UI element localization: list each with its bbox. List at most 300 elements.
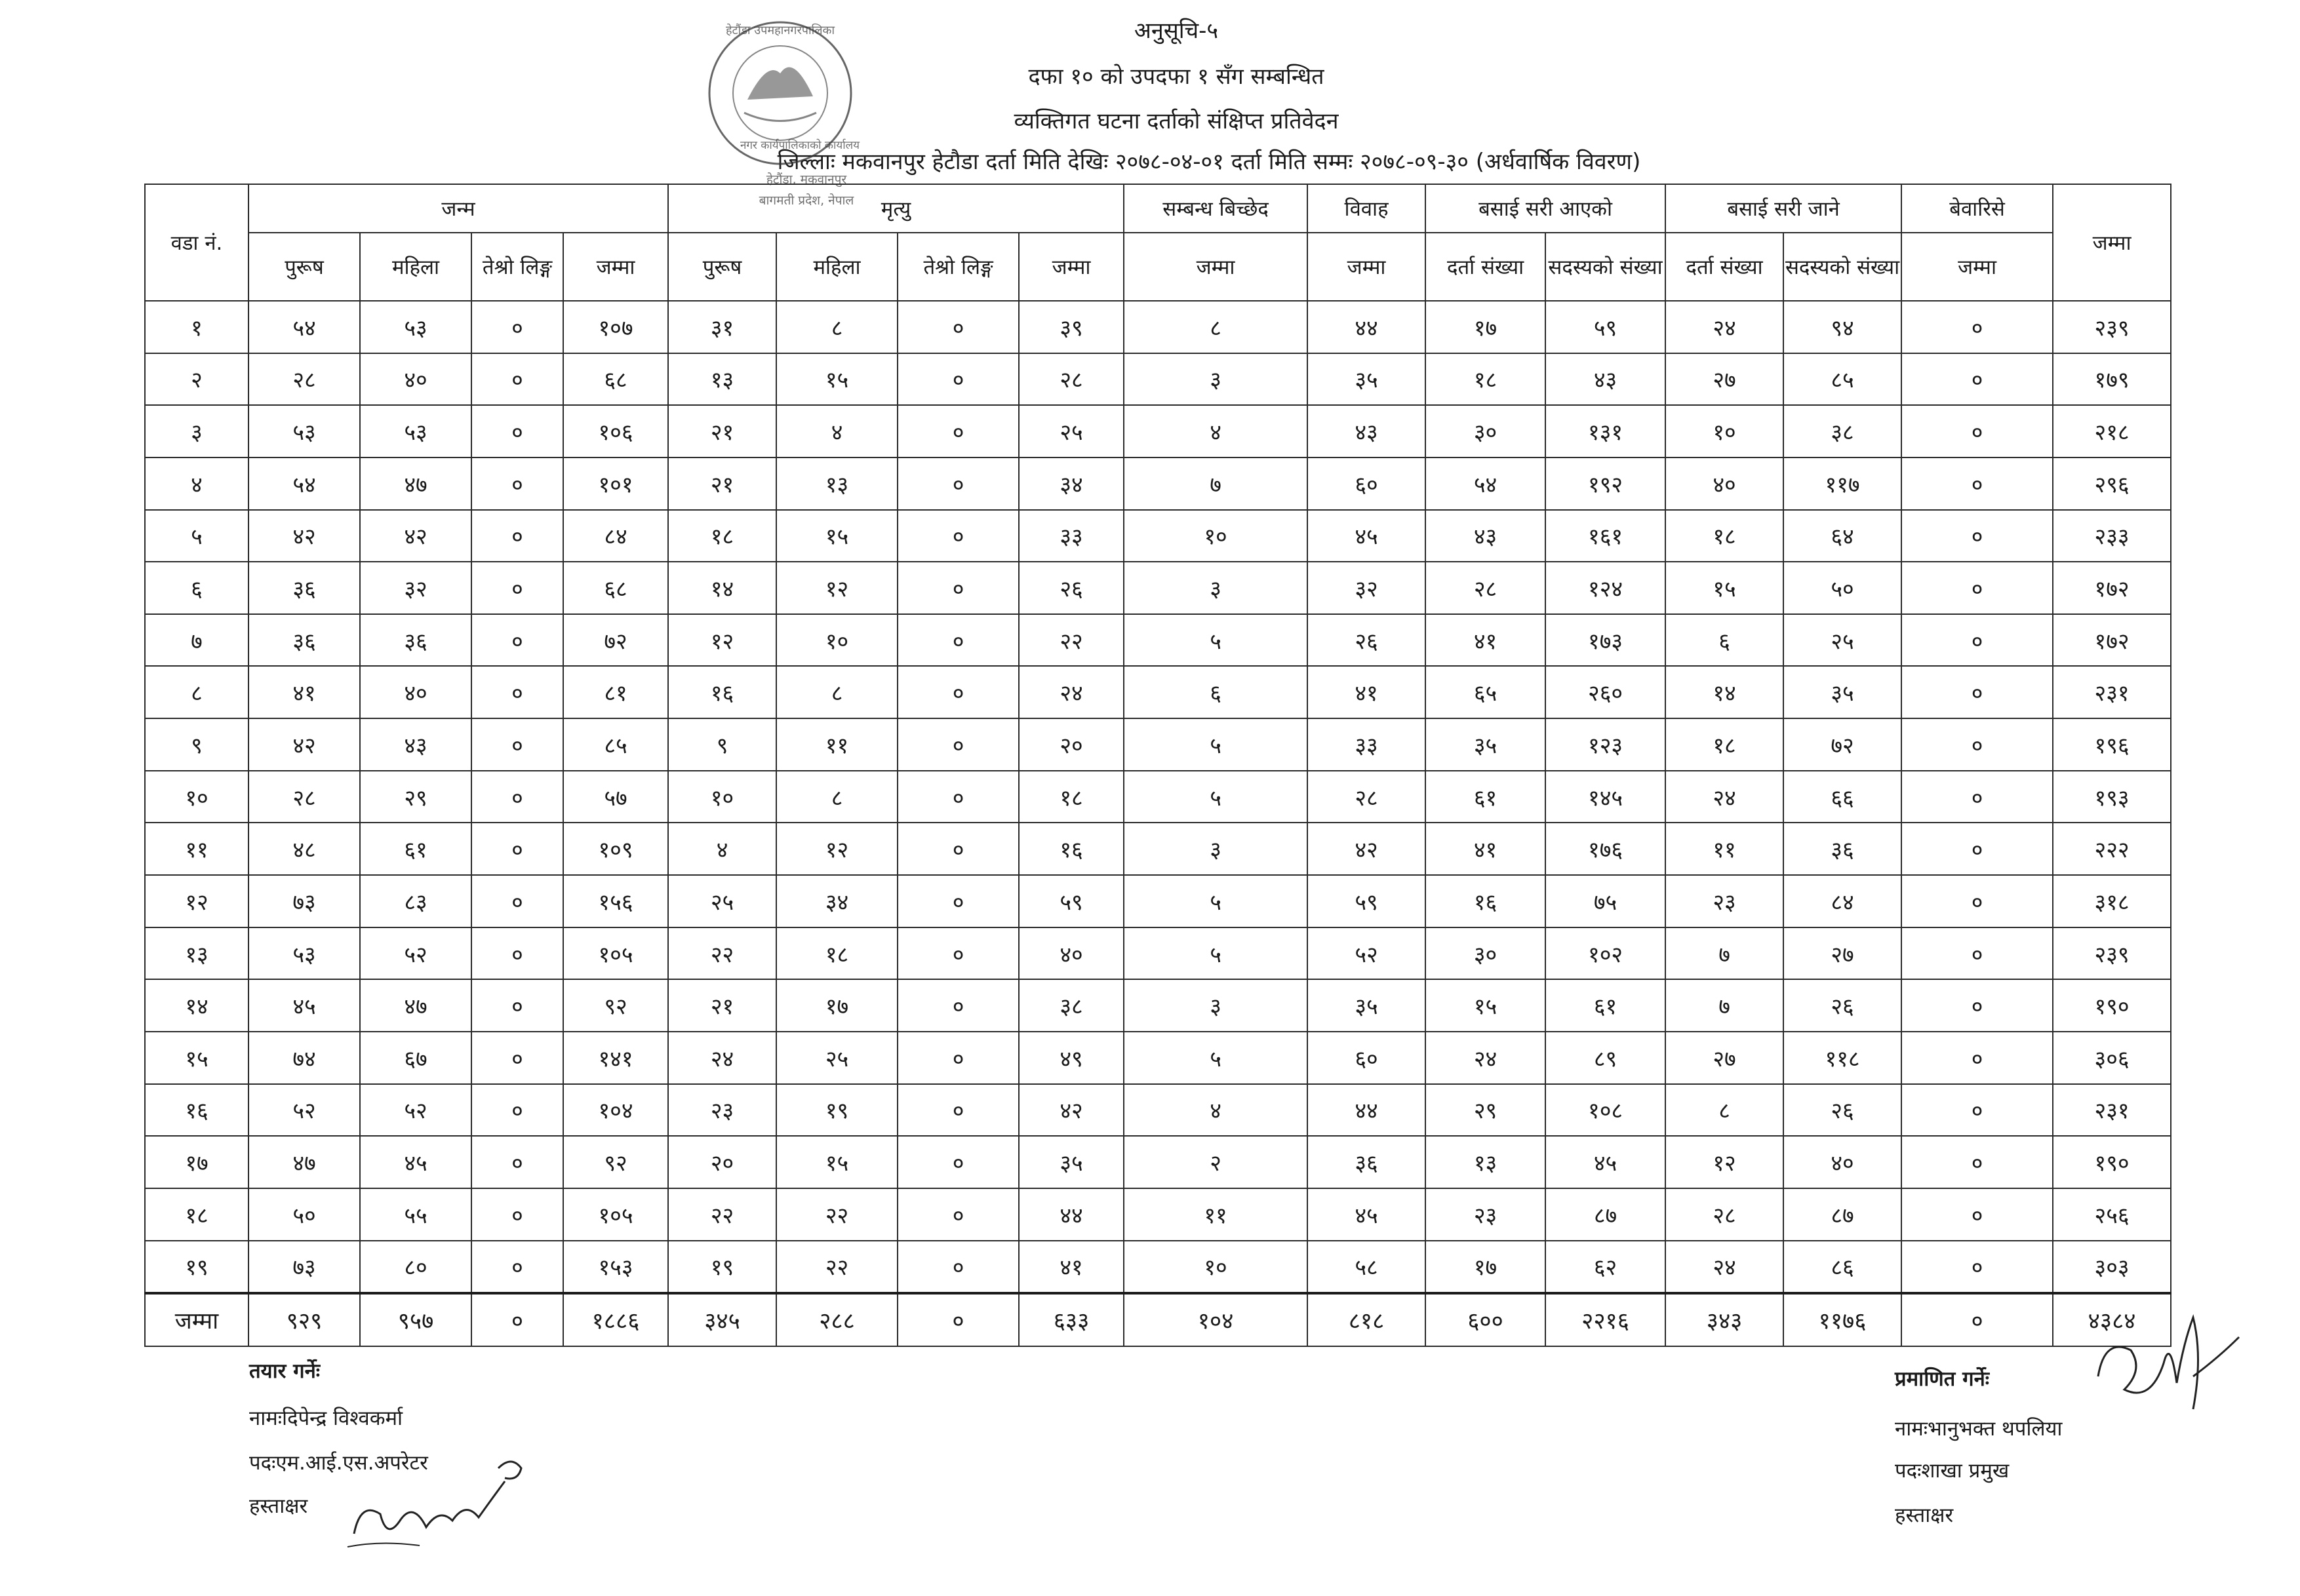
cell-death-female: ४	[776, 405, 898, 457]
cell-out-member-count: २५	[1783, 614, 1901, 667]
cell-birth-female: ६१	[360, 823, 471, 875]
subheader-birth-female: महिला	[360, 233, 471, 301]
cell-unclaimed-total: ०	[1901, 457, 2053, 510]
seal-bottom-text: हेटौंडा, मकवानपुर	[766, 172, 847, 187]
cell-in-member-count: १२३	[1545, 718, 1665, 771]
table-row	[145, 405, 2171, 457]
cell-unclaimed-total: ०	[1901, 301, 2053, 353]
total-out-member-count: ११७६	[1783, 1293, 1901, 1346]
cell-ward: १०	[145, 771, 248, 823]
cell-birth-male: ५४	[248, 301, 360, 353]
table-row	[145, 457, 2171, 510]
cell-death-total: ३३	[1019, 510, 1124, 562]
report-meta-line: जिल्लाः मकवानपुर हेटौडा दर्ता मिति देखिः २०७८-०४-०१ दर्ता मिति सम्मः २०७८-०९-३० (अर्धवार्षिक विवरण)	[777, 149, 1641, 175]
cell-in-member-count: १०८	[1545, 1084, 1665, 1137]
seal-outer-text: हेटौंडा उपमहानगरपालिका	[725, 24, 835, 37]
table-row	[145, 1136, 2171, 1188]
cell-birth-male: ४५	[248, 979, 360, 1032]
total-birth-male: ९२९	[248, 1293, 360, 1346]
cell-death-total: ४२	[1019, 1084, 1124, 1137]
cell-divorce-total: ४	[1124, 405, 1307, 457]
cell-unclaimed-total: ०	[1901, 1241, 2053, 1294]
cell-unclaimed-total: ०	[1901, 1084, 2053, 1137]
cell-death-third: ०	[898, 823, 1019, 875]
cell-death-third: ०	[898, 353, 1019, 406]
cell-death-total: ४१	[1019, 1241, 1124, 1294]
cell-birth-total: ५७	[563, 771, 668, 823]
cell-out-reg-count: २३	[1665, 875, 1783, 927]
cell-birth-third: ०	[471, 457, 563, 510]
cell-out-reg-count: १५	[1665, 562, 1783, 614]
subheader-in-member-count: सदस्यको संख्या	[1545, 233, 1665, 301]
subheader-death-male: पुरूष	[668, 233, 776, 301]
cell-grand-total: २३९	[2053, 927, 2171, 980]
certified-by-label: प्रमाणित गर्नेः	[1895, 1367, 1990, 1391]
subheader-marriage-total: जम्मा	[1307, 233, 1425, 301]
cell-marriage-total: ४२	[1307, 823, 1425, 875]
total-death-third: ०	[898, 1293, 1019, 1346]
cell-birth-female: ४७	[360, 457, 471, 510]
cell-in-reg-count: ४१	[1425, 614, 1545, 667]
certifier-post: पदःशाखा प्रमुख	[1895, 1459, 2010, 1483]
cell-death-total: २०	[1019, 718, 1124, 771]
cell-grand-total: १७९	[2053, 353, 2171, 406]
cell-death-female: ३४	[776, 875, 898, 927]
cell-out-reg-count: १४	[1665, 666, 1783, 718]
cell-birth-total: ८४	[563, 510, 668, 562]
cell-birth-third: ०	[471, 1241, 563, 1294]
cell-birth-third: ०	[471, 1032, 563, 1084]
cell-divorce-total: ३	[1124, 562, 1307, 614]
cell-ward: १२	[145, 875, 248, 927]
preparer-post: पदःएम.आई.एस.अपरेटर	[249, 1451, 428, 1475]
cell-in-member-count: ४५	[1545, 1136, 1665, 1188]
cell-out-member-count: ६६	[1783, 771, 1901, 823]
cell-divorce-total: ११	[1124, 1188, 1307, 1241]
cell-death-total: १६	[1019, 823, 1124, 875]
subheader-in-reg-count: दर्ता संख्या	[1425, 233, 1545, 301]
cell-birth-male: ७३	[248, 875, 360, 927]
cell-birth-female: २९	[360, 771, 471, 823]
cell-birth-third: ०	[471, 301, 563, 353]
cell-ward: ८	[145, 666, 248, 718]
cell-divorce-total: ५	[1124, 718, 1307, 771]
table-row	[145, 301, 2171, 353]
cell-ward: ६	[145, 562, 248, 614]
cell-ward: २	[145, 353, 248, 406]
table-row	[145, 979, 2171, 1032]
cell-in-reg-count: १७	[1425, 301, 1545, 353]
cell-birth-total: १०४	[563, 1084, 668, 1137]
cell-out-member-count: ८४	[1783, 875, 1901, 927]
cell-birth-male: ५२	[248, 1084, 360, 1137]
table-row	[145, 875, 2171, 927]
table-row	[145, 666, 2171, 718]
cell-birth-male: ७३	[248, 1241, 360, 1294]
cell-out-member-count: ८६	[1783, 1241, 1901, 1294]
cell-out-member-count: २७	[1783, 927, 1901, 980]
table-row	[145, 510, 2171, 562]
cell-in-reg-count: २३	[1425, 1188, 1545, 1241]
cell-marriage-total: ४५	[1307, 510, 1425, 562]
cell-out-member-count: ३६	[1783, 823, 1901, 875]
cell-birth-female: ६७	[360, 1032, 471, 1084]
cell-birth-male: २८	[248, 771, 360, 823]
cell-in-member-count: ८९	[1545, 1032, 1665, 1084]
cell-death-female: १३	[776, 457, 898, 510]
cell-unclaimed-total: ०	[1901, 927, 2053, 980]
cell-marriage-total: ३५	[1307, 979, 1425, 1032]
subheader-out-reg-count: दर्ता संख्या	[1665, 233, 1783, 301]
cell-ward: ७	[145, 614, 248, 667]
subheader-divorce-total: जम्मा	[1124, 233, 1307, 301]
total-grand-total: ४३८४	[2053, 1293, 2171, 1346]
cell-unclaimed-total: ०	[1901, 614, 2053, 667]
cell-birth-female: ४७	[360, 979, 471, 1032]
cell-out-reg-count: ७	[1665, 927, 1783, 980]
official-seal	[682, 14, 911, 211]
cell-death-female: ८	[776, 771, 898, 823]
cell-ward: १८	[145, 1188, 248, 1241]
cell-divorce-total: १०	[1124, 510, 1307, 562]
cell-death-third: ०	[898, 301, 1019, 353]
cell-out-member-count: २६	[1783, 1084, 1901, 1137]
cell-in-reg-count: १८	[1425, 353, 1545, 406]
report-title: व्यक्तिगत घटना दर्ताको संक्षिप्त प्रतिवेदन	[1014, 108, 1339, 134]
cell-death-female: १२	[776, 823, 898, 875]
cell-birth-total: ९२	[563, 1136, 668, 1188]
cell-death-female: १८	[776, 927, 898, 980]
cell-death-third: ०	[898, 510, 1019, 562]
cell-out-member-count: ७२	[1783, 718, 1901, 771]
header-ward: वडा नं.	[145, 184, 248, 301]
cell-birth-male: ४२	[248, 510, 360, 562]
cell-in-member-count: १२४	[1545, 562, 1665, 614]
cell-out-member-count: ८७	[1783, 1188, 1901, 1241]
total-birth-third: ०	[471, 1293, 563, 1346]
cell-out-member-count: ३८	[1783, 405, 1901, 457]
cell-grand-total: १९०	[2053, 979, 2171, 1032]
cell-in-member-count: ५९	[1545, 301, 1665, 353]
cell-death-third: ०	[898, 771, 1019, 823]
cell-death-total: २२	[1019, 614, 1124, 667]
cell-birth-female: ८०	[360, 1241, 471, 1294]
total-birth-female: ९५७	[360, 1293, 471, 1346]
cell-in-member-count: १०२	[1545, 927, 1665, 980]
table-row	[145, 823, 2171, 875]
cell-death-male: १२	[668, 614, 776, 667]
cell-out-reg-count: २४	[1665, 771, 1783, 823]
cell-death-female: ८	[776, 301, 898, 353]
cell-marriage-total: ३२	[1307, 562, 1425, 614]
cell-out-reg-count: २४	[1665, 301, 1783, 353]
prepared-by-label: तयार गर्नेः	[249, 1359, 321, 1383]
cell-birth-male: ५३	[248, 927, 360, 980]
header-marriage: विवाह	[1307, 184, 1425, 233]
cell-marriage-total: २८	[1307, 771, 1425, 823]
subheader-birth-total: जम्मा	[563, 233, 668, 301]
table-body	[145, 301, 2171, 1346]
preparer-signature-label: हस्ताक्षर	[249, 1494, 308, 1518]
cell-death-third: ०	[898, 979, 1019, 1032]
table-row	[145, 718, 2171, 771]
cell-out-reg-count: १२	[1665, 1136, 1783, 1188]
cell-in-reg-count: ३०	[1425, 927, 1545, 980]
subheader-out-member-count: सदस्यको संख्या	[1783, 233, 1901, 301]
cell-in-member-count: २६०	[1545, 666, 1665, 718]
cell-divorce-total: ५	[1124, 875, 1307, 927]
cell-in-reg-count: ६१	[1425, 771, 1545, 823]
cell-divorce-total: ४	[1124, 1084, 1307, 1137]
cell-birth-total: १०५	[563, 1188, 668, 1241]
cell-marriage-total: ४४	[1307, 1084, 1425, 1137]
cell-birth-female: ४५	[360, 1136, 471, 1188]
cell-death-male: २४	[668, 1032, 776, 1084]
cell-death-male: २१	[668, 457, 776, 510]
cell-birth-male: ५३	[248, 405, 360, 457]
cell-death-male: २५	[668, 875, 776, 927]
cell-death-third: ०	[898, 457, 1019, 510]
cell-birth-third: ०	[471, 1188, 563, 1241]
cell-ward: ५	[145, 510, 248, 562]
subheader-death-total: जम्मा	[1019, 233, 1124, 301]
cell-in-reg-count: २४	[1425, 1032, 1545, 1084]
cell-ward: १९	[145, 1241, 248, 1294]
cell-grand-total: २५६	[2053, 1188, 2171, 1241]
cell-birth-female: ५२	[360, 927, 471, 980]
cell-death-third: ०	[898, 1241, 1019, 1294]
cell-death-total: १८	[1019, 771, 1124, 823]
cell-marriage-total: ५२	[1307, 927, 1425, 980]
header-death: मृत्यु	[668, 184, 1124, 233]
cell-birth-third: ०	[471, 666, 563, 718]
cell-death-male: २०	[668, 1136, 776, 1188]
cell-ward: ११	[145, 823, 248, 875]
cell-ward: १७	[145, 1136, 248, 1188]
cell-death-female: १२	[776, 562, 898, 614]
table-row	[145, 1241, 2171, 1294]
table-row	[145, 614, 2171, 667]
cell-death-female: १७	[776, 979, 898, 1032]
subheader-birth-third: तेश्रो लिङ्ग	[471, 233, 563, 301]
cell-grand-total: २३१	[2053, 666, 2171, 718]
cell-out-member-count: ९४	[1783, 301, 1901, 353]
cell-grand-total: १९६	[2053, 718, 2171, 771]
cell-death-female: १५	[776, 1136, 898, 1188]
cell-birth-total: १०९	[563, 823, 668, 875]
vital-events-table	[144, 184, 2171, 1347]
cell-death-total: २८	[1019, 353, 1124, 406]
cell-death-female: ११	[776, 718, 898, 771]
cell-out-member-count: ४०	[1783, 1136, 1901, 1188]
preparer-signature-icon	[341, 1442, 538, 1567]
cell-in-member-count: १४५	[1545, 771, 1665, 823]
cell-birth-third: ०	[471, 562, 563, 614]
total-in-member-count: २२१६	[1545, 1293, 1665, 1346]
cell-unclaimed-total: ०	[1901, 405, 2053, 457]
cell-death-total: २६	[1019, 562, 1124, 614]
cell-death-male: २२	[668, 1188, 776, 1241]
cell-in-reg-count: २८	[1425, 562, 1545, 614]
cell-out-member-count: ५०	[1783, 562, 1901, 614]
cell-birth-male: ४८	[248, 823, 360, 875]
certifier-signature-icon	[2078, 1298, 2255, 1442]
cell-out-reg-count: १८	[1665, 510, 1783, 562]
cell-death-third: ०	[898, 927, 1019, 980]
cell-birth-male: ४७	[248, 1136, 360, 1188]
total-death-female: २८८	[776, 1293, 898, 1346]
cell-in-member-count: ६२	[1545, 1241, 1665, 1294]
cell-grand-total: २३३	[2053, 510, 2171, 562]
cell-in-reg-count: ४१	[1425, 823, 1545, 875]
cell-death-third: ०	[898, 875, 1019, 927]
cell-ward: १३	[145, 927, 248, 980]
cell-grand-total: १९०	[2053, 1136, 2171, 1188]
cell-unclaimed-total: ०	[1901, 562, 2053, 614]
cell-unclaimed-total: ०	[1901, 666, 2053, 718]
cell-death-third: ०	[898, 1136, 1019, 1188]
cell-birth-female: ४०	[360, 666, 471, 718]
cell-birth-male: ४१	[248, 666, 360, 718]
table-row	[145, 927, 2171, 980]
cell-death-third: ०	[898, 718, 1019, 771]
cell-death-total: ४४	[1019, 1188, 1124, 1241]
seal-inner-text: नगर कार्यपालिकाको कार्यालय	[740, 139, 860, 152]
cell-death-male: २१	[668, 405, 776, 457]
cell-in-reg-count: ५४	[1425, 457, 1545, 510]
cell-death-female: २५	[776, 1032, 898, 1084]
cell-marriage-total: ३६	[1307, 1136, 1425, 1188]
cell-birth-third: ०	[471, 353, 563, 406]
cell-divorce-total: ६	[1124, 666, 1307, 718]
subheader-death-third: तेश्रो लिङ्ग	[898, 233, 1019, 301]
cell-birth-total: ६८	[563, 353, 668, 406]
cell-birth-total: ६८	[563, 562, 668, 614]
cell-in-reg-count: ३५	[1425, 718, 1545, 771]
table-row	[145, 1188, 2171, 1241]
cell-birth-third: ०	[471, 771, 563, 823]
cell-out-member-count: २६	[1783, 979, 1901, 1032]
cell-birth-third: ०	[471, 875, 563, 927]
total-death-total: ६३३	[1019, 1293, 1124, 1346]
cell-marriage-total: ५८	[1307, 1241, 1425, 1294]
total-row	[145, 1293, 2171, 1346]
cell-ward: ९	[145, 718, 248, 771]
total-marriage-total: ८१८	[1307, 1293, 1425, 1346]
cell-out-member-count: ८५	[1783, 353, 1901, 406]
cell-in-reg-count: ६५	[1425, 666, 1545, 718]
header-migrate-in: बसाई सरी आएको	[1425, 184, 1665, 233]
subheader-unclaimed-total: जम्मा	[1901, 233, 2053, 301]
cell-death-male: १४	[668, 562, 776, 614]
cell-birth-male: ३६	[248, 614, 360, 667]
cell-out-member-count: ६४	[1783, 510, 1901, 562]
cell-death-male: १९	[668, 1241, 776, 1294]
cell-birth-total: ७२	[563, 614, 668, 667]
cell-in-member-count: १७३	[1545, 614, 1665, 667]
cell-divorce-total: ७	[1124, 457, 1307, 510]
cell-unclaimed-total: ०	[1901, 510, 2053, 562]
cell-death-third: ०	[898, 1188, 1019, 1241]
cell-death-male: २२	[668, 927, 776, 980]
cell-grand-total: २३९	[2053, 301, 2171, 353]
cell-birth-total: १५६	[563, 875, 668, 927]
cell-birth-female: ३२	[360, 562, 471, 614]
total-in-reg-count: ६००	[1425, 1293, 1545, 1346]
cell-birth-female: ४२	[360, 510, 471, 562]
cell-divorce-total: ५	[1124, 927, 1307, 980]
cell-birth-total: १४१	[563, 1032, 668, 1084]
cell-in-reg-count: ३०	[1425, 405, 1545, 457]
cell-birth-male: ५४	[248, 457, 360, 510]
cell-death-female: १०	[776, 614, 898, 667]
cell-death-total: ३८	[1019, 979, 1124, 1032]
subheader-death-female: महिला	[776, 233, 898, 301]
cell-death-male: ९	[668, 718, 776, 771]
cell-marriage-total: ६०	[1307, 457, 1425, 510]
cell-unclaimed-total: ०	[1901, 1136, 2053, 1188]
total-birth-total: १८८६	[563, 1293, 668, 1346]
cell-death-third: ०	[898, 562, 1019, 614]
table-row	[145, 1032, 2171, 1084]
cell-marriage-total: ४५	[1307, 1188, 1425, 1241]
cell-marriage-total: ६०	[1307, 1032, 1425, 1084]
certifier-name: नामःभानुभक्त थपलिया	[1895, 1417, 2063, 1441]
cell-death-female: २२	[776, 1188, 898, 1241]
cell-unclaimed-total: ०	[1901, 718, 2053, 771]
cell-death-third: ०	[898, 666, 1019, 718]
cell-divorce-total: ५	[1124, 614, 1307, 667]
cell-grand-total: २३१	[2053, 1084, 2171, 1137]
table-row	[145, 562, 2171, 614]
cell-marriage-total: २६	[1307, 614, 1425, 667]
header-grand-total: जम्मा	[2053, 184, 2171, 301]
cell-divorce-total: ८	[1124, 301, 1307, 353]
cell-death-third: ०	[898, 405, 1019, 457]
cell-birth-female: ४०	[360, 353, 471, 406]
cell-death-total: ४०	[1019, 927, 1124, 980]
cell-out-member-count: ११८	[1783, 1032, 1901, 1084]
cell-in-reg-count: १३	[1425, 1136, 1545, 1188]
cell-death-male: २१	[668, 979, 776, 1032]
cell-death-male: १८	[668, 510, 776, 562]
cell-in-member-count: ४३	[1545, 353, 1665, 406]
cell-ward: ३	[145, 405, 248, 457]
cell-unclaimed-total: ०	[1901, 353, 2053, 406]
cell-birth-male: ३६	[248, 562, 360, 614]
cell-birth-female: ५२	[360, 1084, 471, 1137]
cell-birth-female: ४३	[360, 718, 471, 771]
certifier-signature-label: हस्ताक्षर	[1895, 1504, 1954, 1527]
cell-in-member-count: १७६	[1545, 823, 1665, 875]
table-row	[145, 1084, 2171, 1137]
table-row	[145, 771, 2171, 823]
cell-birth-female: ५३	[360, 405, 471, 457]
cell-death-male: १३	[668, 353, 776, 406]
cell-unclaimed-total: ०	[1901, 771, 2053, 823]
cell-out-reg-count: १८	[1665, 718, 1783, 771]
cell-birth-total: ८५	[563, 718, 668, 771]
cell-in-reg-count: २९	[1425, 1084, 1545, 1137]
cell-death-male: २३	[668, 1084, 776, 1137]
cell-death-female: ८	[776, 666, 898, 718]
cell-birth-third: ०	[471, 718, 563, 771]
cell-death-total: ३५	[1019, 1136, 1124, 1188]
header-divorce: सम्बन्ध बिच्छेद	[1124, 184, 1307, 233]
cell-marriage-total: ४४	[1307, 301, 1425, 353]
cell-birth-third: ०	[471, 1084, 563, 1137]
cell-divorce-total: ५	[1124, 771, 1307, 823]
